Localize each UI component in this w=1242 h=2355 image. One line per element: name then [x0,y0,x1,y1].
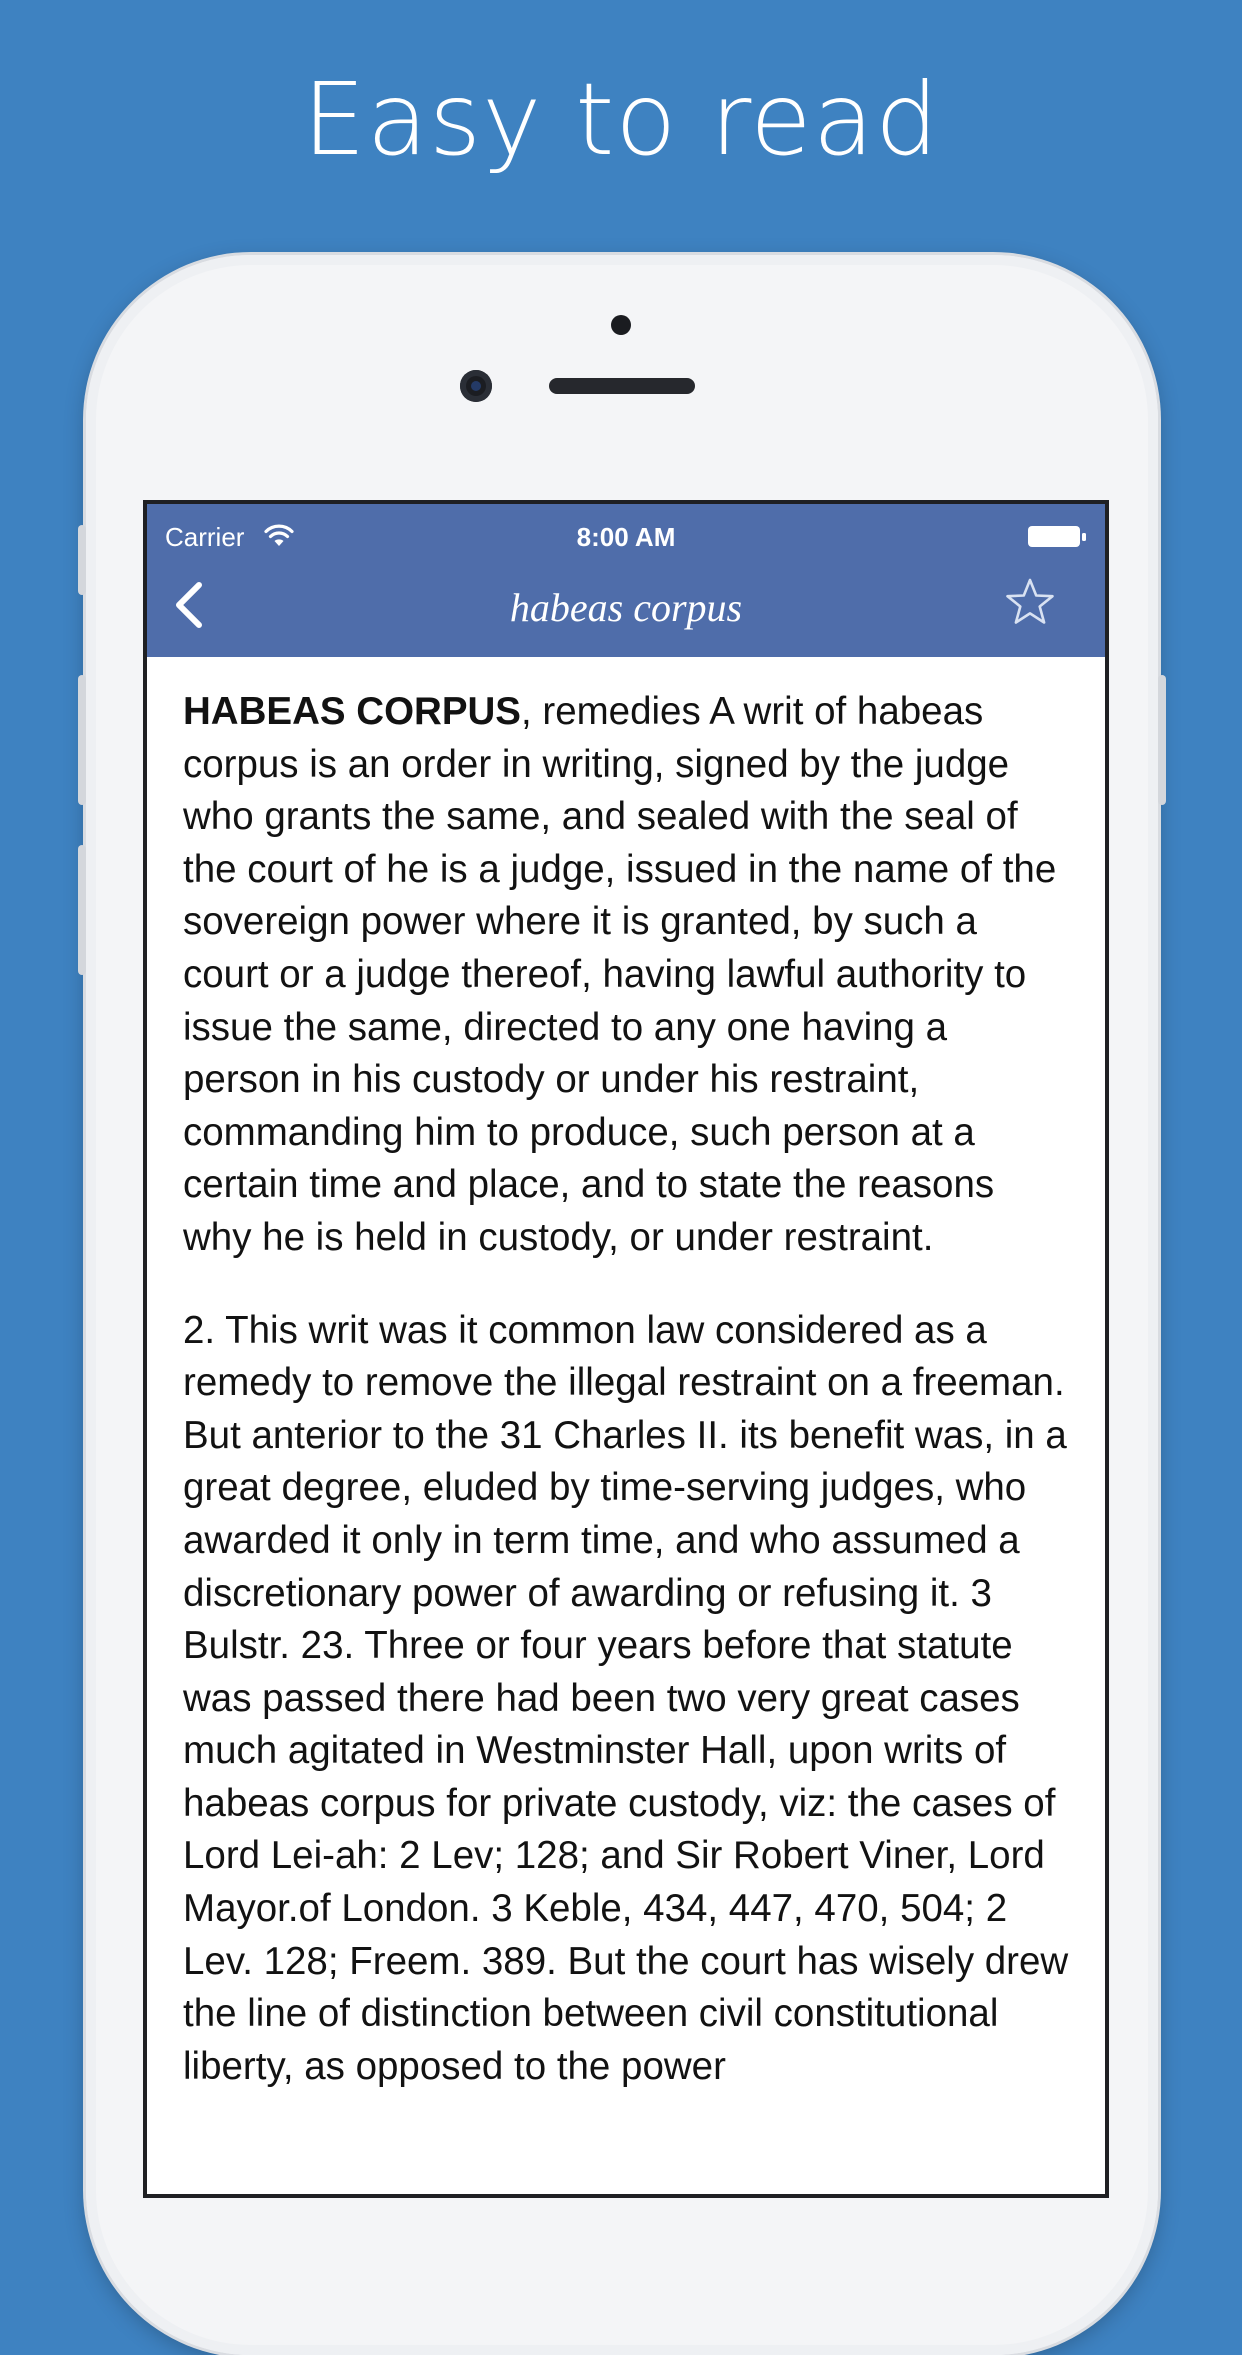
nav-title: habeas corpus [509,585,743,630]
phone-power-button [1158,675,1166,805]
status-time: 8:00 AM [576,522,676,552]
proximity-sensor [611,315,631,335]
phone-mute-switch [78,525,86,595]
article-paragraph [183,686,1073,1265]
carrier-label: Carrier [165,522,245,552]
earpiece-speaker [549,378,695,394]
phone-screen [143,500,1109,2198]
battery-icon [1027,524,1087,555]
article-content [183,686,1073,2133]
front-camera [460,370,492,402]
phone-volume-up [78,675,86,805]
navigation-bar [147,504,1105,657]
article-paragraph: 2. This writ was it common law considered as a remedy to remove the illegal restraint on a freeman. But anterior to the 31 Charles II. its benefit was, in a great degree, eluded by time-serving judges, who awarded it only in term time, and who assumed a discretionary power of awarding or refusing it. 3 Bulstr. 23. Three or four years before that statute was passed there had been two very great cases much agitated in Westminster Hall, upon writs of habeas corpus for private custody, viz: the cases of Lord Lei-ah: 2 Lev; 128; and Sir Robert Viner, Lord Mayor.of London. 3 Keble, 434, 447, 470, 504; 2 Lev. 128; Freem. 389. But the court has wisely drew the line of distinction between civil constitutional liberty, as opposed to the power [183,1308,1069,2088]
phone-volume-down [78,845,86,975]
article-term: HABEAS CORPUS [183,690,521,733]
favorite-star-icon[interactable] [1002,575,1058,636]
article-paragraph-text: , remedies A writ of habeas corpus is an order in writing, signed by the judge who grants the same, and sealed with the seal of the court of he is a judge, issued in the name of the sovereign power where it is granted, by such a court or a judge thereof, having lawful authority to issue the same, directed to any one having a person in his custody or under his restraint, commanding him to produce, such person at a certain time and place, and to state the reasons why he is held in custody, or under restraint. [183,690,1057,1259]
headline: Easy to read [302,61,940,178]
